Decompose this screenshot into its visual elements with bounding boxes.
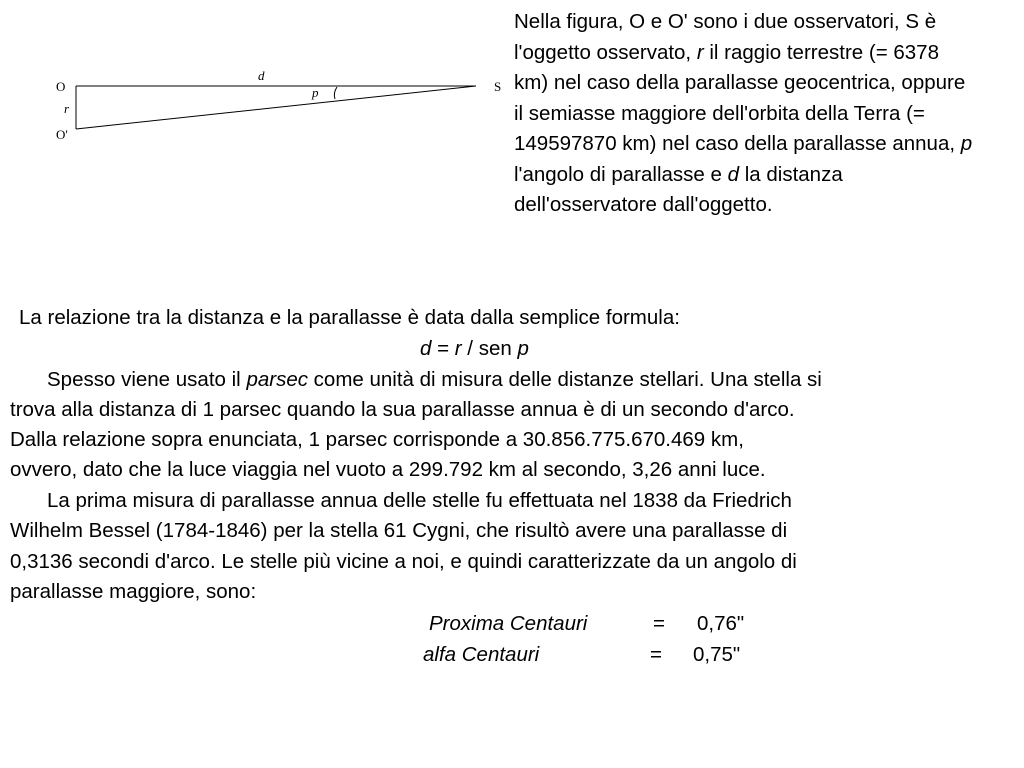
paragraph1-line4: ovvero, dato che la luce viaggia nel vuoto a 299.792 km al secondo, 3,26 anni luce. — [10, 458, 766, 481]
angle-arc — [334, 87, 337, 99]
star-name: Proxima Centauri — [429, 612, 588, 635]
label-p: p — [312, 85, 319, 100]
star-name: alfa Centauri — [423, 643, 540, 666]
label-d: d — [258, 68, 265, 83]
paragraph2-line3: 0,3136 secondi d'arco. Le stelle più vicine a noi, e quindi caratterizzate da un angolo di — [10, 550, 797, 573]
star-row — [423, 640, 741, 670]
paragraph2-line4: parallasse maggiore, sono: — [10, 580, 257, 603]
formula-d: d — [420, 337, 432, 360]
caption-r: r — [696, 40, 704, 64]
formula — [420, 334, 529, 364]
label-o: O — [56, 79, 66, 94]
p1-line1-parsec: parsec — [246, 368, 308, 391]
p1-line1-end: come unità di misura delle distanze stellari. Una stella si — [307, 368, 822, 391]
paragraph1-line2: trova alla distanza di 1 parsec quando la sua parallasse annua è di un secondo d'arco. — [10, 398, 795, 421]
caption-part1: Nella figura, O e O' sono i due osservatori, S è l'oggetto osservato, — [514, 10, 937, 64]
caption-part2: il raggio terrestre (= 6378 km) nel caso della parallasse geocentrica, oppure il semiasse maggiore dell'orbita della Terra (= 149597870 km) nel caso della parallasse annua, — [514, 40, 966, 155]
paragraph1-line1 — [47, 365, 822, 395]
label-o-prime: O' — [56, 127, 68, 142]
parallax-triangle-figure — [45, 62, 515, 152]
star-parallax-value: 0,76" — [697, 612, 745, 635]
p1-line1-start: Spesso viene usato il — [47, 368, 247, 391]
star-equals: = — [650, 643, 662, 666]
caption-part3: l'angolo di parallasse e — [514, 162, 728, 186]
formula-p: p — [517, 337, 529, 360]
star-parallax-value: 0,75" — [693, 643, 741, 666]
parallax-diagram — [45, 62, 515, 152]
paragraph2-line1: La prima misura di parallasse annua delle stelle fu effettuata nel 1838 da Friedrich — [47, 489, 792, 512]
paragraph1-line3: Dalla relazione sopra enunciata, 1 parsec corrisponde a 30.856.775.670.469 km, — [10, 428, 744, 451]
star-equals: = — [653, 612, 665, 635]
intro-line: La relazione tra la distanza e la parallasse è data dalla semplice formula: — [19, 306, 680, 329]
caption-part4: la distanza dell'osservatore dall'oggetto. — [514, 162, 843, 216]
caption-d: d — [727, 162, 740, 186]
formula-r: r — [454, 337, 462, 360]
label-r: r — [64, 101, 70, 116]
formula-mid: / sen — [461, 337, 518, 360]
formula-eq: = — [431, 337, 455, 360]
star-row — [429, 609, 745, 639]
caption-p: p — [960, 132, 973, 155]
label-s: S — [494, 79, 502, 94]
hypotenuse — [76, 86, 476, 129]
figure-caption — [514, 7, 976, 221]
paragraph2-line2: Wilhelm Bessel (1784-1846) per la stella 61 Cygni, che risultò avere una parallasse di — [10, 519, 788, 542]
